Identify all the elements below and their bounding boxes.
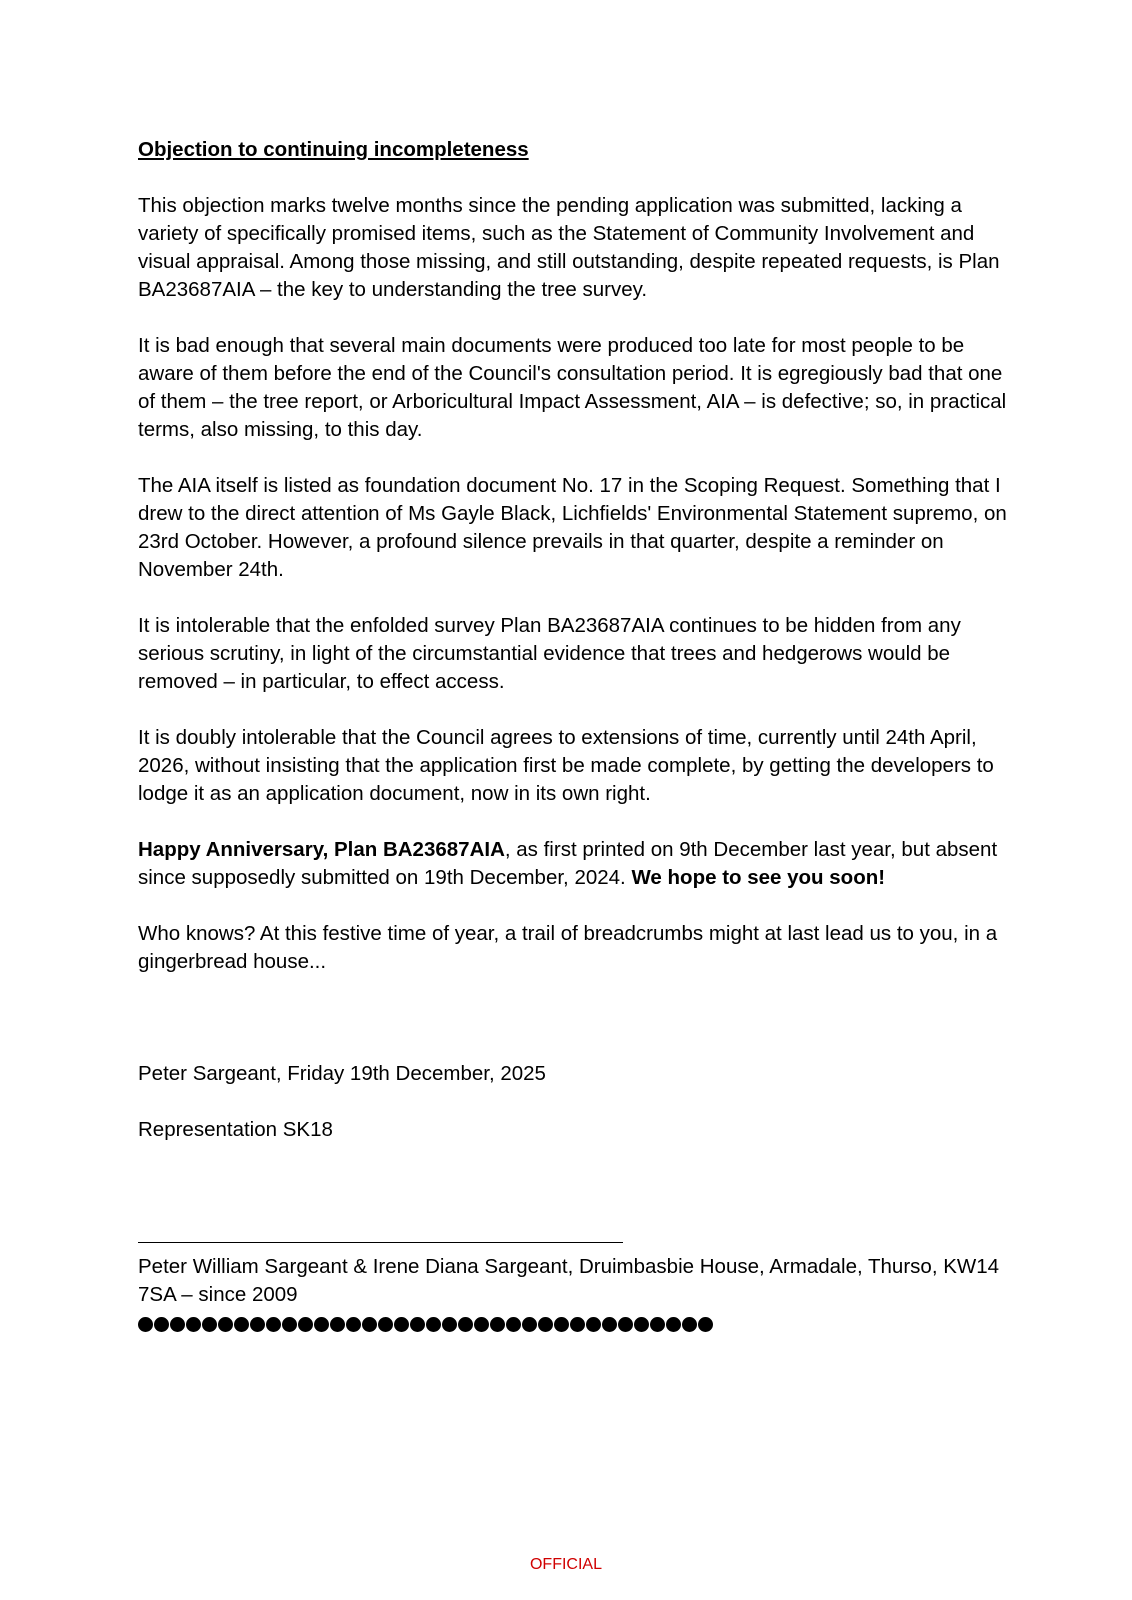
footer-dot — [298, 1317, 313, 1332]
footer-dot — [250, 1317, 265, 1332]
footer-dot — [154, 1317, 169, 1332]
footer-dot — [538, 1317, 553, 1332]
footer-dot — [458, 1317, 473, 1332]
paragraph-1: This objection marks twelve months since the pending application was submitted, lacking a variety of specifically promised items, such as the Statement of Community Involvement and visual appraisal. Among those missing, and still outstanding, despite repeated requests, is Plan BA23687AIA – the key to understanding the tree survey. — [138, 194, 1000, 301]
footer-dot — [330, 1317, 345, 1332]
footer-dot — [186, 1317, 201, 1332]
footer-dot — [394, 1317, 409, 1332]
paragraph-2: It is bad enough that several main documents were produced too late for most people to be aware of them before the end of the Council's consultation period. It is egregiously bad that one of them – the tree report, or Arboricultural Impact Assessment, AIA – is defective; so, in practical terms, also missing, to this day. — [138, 334, 1007, 441]
footer-dot — [138, 1317, 153, 1332]
footer-dot — [490, 1317, 505, 1332]
footer-dot — [682, 1317, 697, 1332]
footer-dot — [234, 1317, 249, 1332]
letter-body — [138, 136, 1008, 1335]
anniversary-paragraph — [138, 836, 1008, 892]
footer-dot — [202, 1317, 217, 1332]
footer-dot-row — [138, 1313, 1008, 1335]
footer-dot — [618, 1317, 633, 1332]
anniversary-bold-end: We hope to see you soon! — [631, 866, 886, 889]
footer-dot — [698, 1317, 713, 1332]
footer-dot — [650, 1317, 665, 1332]
paragraph-5: It is doubly intolerable that the Council agrees to extensions of time, currently until 24th April, 2026, without insisting that the application first be made complete, by getting the developers to lodge it as an application document, now in its own right. — [138, 726, 994, 805]
footer-dot — [218, 1317, 233, 1332]
footer-dot — [282, 1317, 297, 1332]
footer-address: Peter William Sargeant & Irene Diana Sargeant, Druimbasbie House, Armadale, Thurso, KW14 7SA – since 2009 — [138, 1255, 1000, 1306]
footer-dot — [666, 1317, 681, 1332]
footer-dot — [522, 1317, 537, 1332]
footer-dot — [410, 1317, 425, 1332]
document-heading: Objection to continuing incompleteness — [138, 138, 529, 161]
closing-paragraph: Who knows? At this festive time of year, a trail of breadcrumbs might at last lead us to you, in a gingerbread house... — [138, 922, 998, 973]
signature-line: Peter Sargeant, Friday 19th December, 2025 — [138, 1062, 546, 1085]
footer-dot — [426, 1317, 441, 1332]
footer-dot — [554, 1317, 569, 1332]
representation-id: Representation SK18 — [138, 1118, 333, 1141]
footer-dot — [586, 1317, 601, 1332]
paragraph-4: It is intolerable that the enfolded survey Plan BA23687AIA continues to be hidden from any serious scrutiny, in light of the circumstantial evidence that trees and hedgerows would be removed – in particular, to effect access. — [138, 614, 961, 693]
anniversary-bold-start: Happy Anniversary, Plan BA23687AIA — [138, 838, 505, 861]
footer-dot — [378, 1317, 393, 1332]
footer-dot — [314, 1317, 329, 1332]
footer-dot — [634, 1317, 649, 1332]
footer-dot — [346, 1317, 361, 1332]
footer-dot — [442, 1317, 457, 1332]
footer-dot — [170, 1317, 185, 1332]
footer-dot — [506, 1317, 521, 1332]
footer-dot — [266, 1317, 281, 1332]
footer-dot — [602, 1317, 617, 1332]
footer-divider — [138, 1242, 623, 1243]
footer-dot — [474, 1317, 489, 1332]
anniversary-middle: , as first printed on 9th December last year, but absent since supposedly submitted on 19th December, 2024. — [138, 838, 998, 889]
classification-label: OFFICIAL — [529, 1556, 602, 1573]
paragraph-3: The AIA itself is listed as foundation document No. 17 in the Scoping Request. Something that I drew to the direct attention of Ms Gayle Black, Lichfields' Environmental Statement supremo, on 23rd October. However, a profound silence prevails in that quarter, despite a reminder on November 24th. — [138, 474, 1007, 581]
footer-dot — [570, 1317, 585, 1332]
footer-dot — [362, 1317, 377, 1332]
